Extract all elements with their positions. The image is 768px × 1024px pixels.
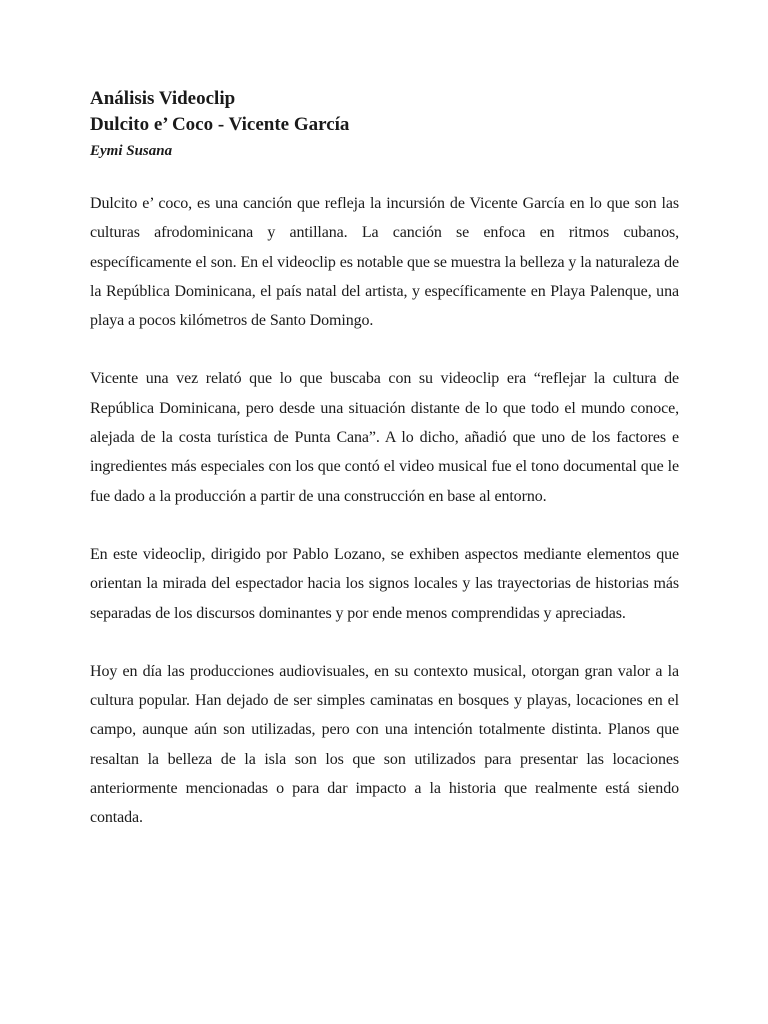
document-title-line-2: Dulcito e’ Coco - Vicente García	[90, 114, 350, 135]
paragraph-1: Dulcito e’ coco, es una canción que refleja la incursión de Vicente García en lo que son las culturas afrodominicana y antillana. La canción se enfoca en ritmos cubanos, específicamente el son. En el videoclip es notable que se muestra la belleza y la naturaleza de la República Dominicana, el país natal del artista, y específicamente en Playa Palenque, una playa a pocos kilómetros de Santo Domingo.	[90, 195, 679, 330]
document-author: Eymi Susana	[90, 143, 173, 159]
document-title-line-1: Análisis Videoclip	[90, 88, 236, 109]
paragraph-3: En este videoclip, dirigido por Pablo Lozano, se exhiben aspectos mediante elementos que orientan la mirada del espectador hacia los signos locales y las trayectorias de historias más separadas de los discursos dominantes y por ende menos comprendidas y apreciadas.	[90, 545, 679, 622]
document-body	[90, 189, 679, 833]
paragraph-2: Vicente una vez relató que lo que buscaba con su videoclip era “reflejar la cultura de República Dominicana, pero desde una situación distante de lo que todo el mundo conoce, alejada de la costa turística de Punta Cana”. A lo dicho, añadió que uno de los factores e ingredientes más especiales con los que contó el video musical fue el tono documental que le fue dado a la producción a partir de una construcción en base al entorno.	[90, 370, 679, 505]
paragraph-4: Hoy en día las producciones audiovisuales, en su contexto musical, otorgan gran valor a la cultura popular. Han dejado de ser simples caminatas en bosques y playas, locaciones en el campo, aunque aún son utilizadas, pero con una intención totalmente distinta. Planos que resaltan la belleza de la isla son los que son utilizados para presentar las locaciones anteriormente mencionadas o para dar impacto a la historia que realmente está siendo contada.	[90, 662, 679, 827]
document-page	[90, 86, 679, 862]
